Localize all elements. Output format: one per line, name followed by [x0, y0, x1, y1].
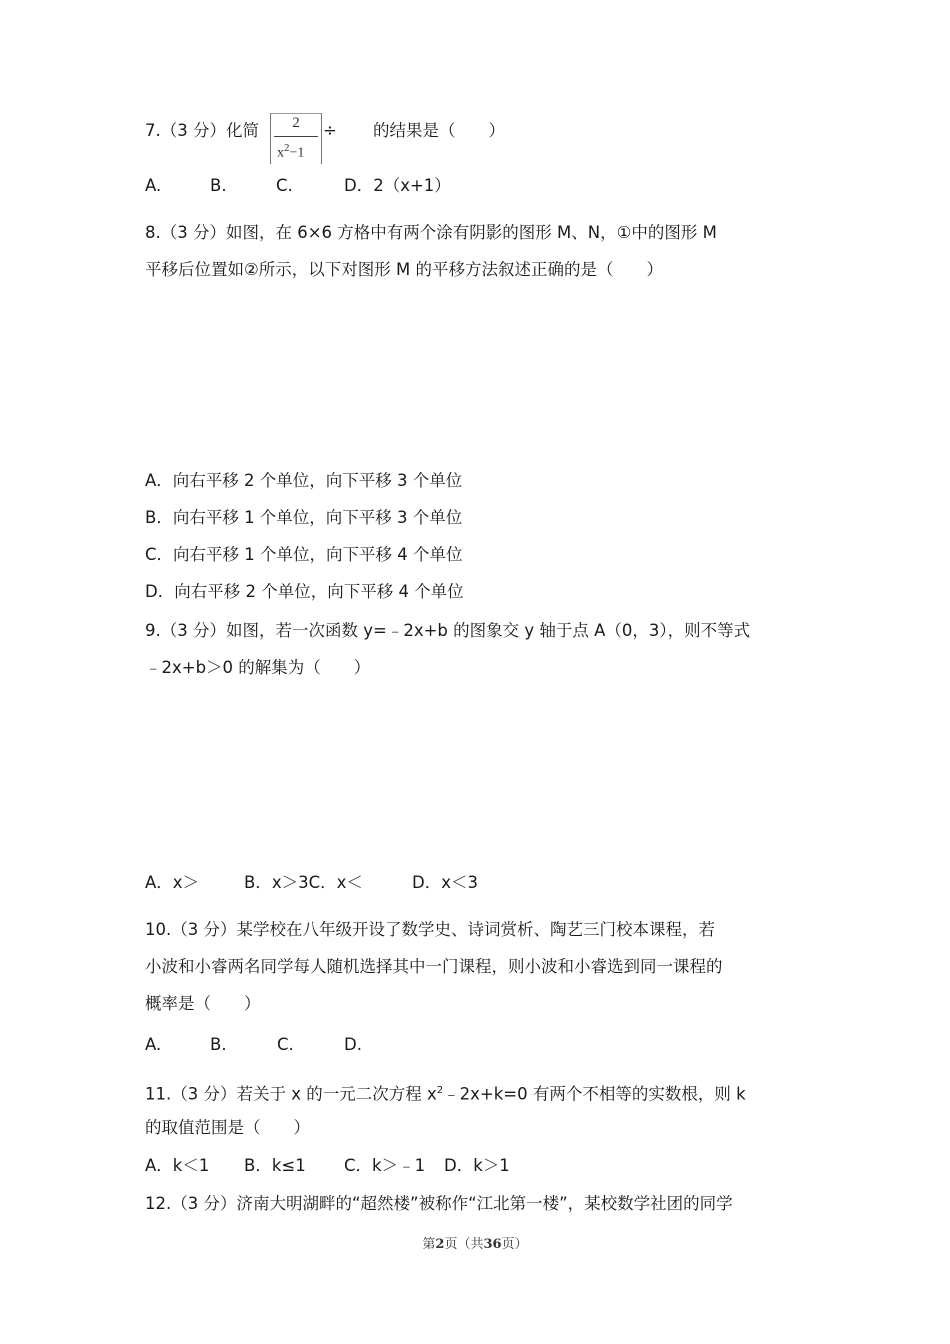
page-total: 36	[483, 1237, 502, 1252]
q11-option-c: C．k＞﹣1	[344, 1156, 426, 1175]
q7-prefix: 7.（3 分）化简	[145, 121, 259, 140]
q7-fraction-image	[270, 113, 322, 164]
q11-option-a: A．k＜1	[145, 1156, 210, 1175]
q11-stem-line-2: 的取值范围是（ ）	[145, 1118, 310, 1137]
q9-option-a: A．x＞	[145, 873, 200, 892]
page-footer: 第2页（共36页）	[422, 1237, 528, 1252]
q7-stem	[145, 120, 259, 142]
q7-suffix: 的结果是（ ）	[373, 121, 505, 140]
q8-option-c: C．向右平移 1 个单位，向下平移 4 个单位	[145, 545, 463, 564]
q8-stem-line-2: 平移后位置如②所示，以下对图形 M 的平移方法叙述正确的是（ ）	[145, 260, 664, 279]
q10-option-d: D.	[344, 1035, 362, 1054]
q10-stem-line-1: 10.（3 分）某学校在八年级开设了数学史、诗词赏析、陶艺三门校本课程，若	[145, 920, 715, 939]
q8-stem-line-1: 8.（3 分）如图，在 6×6 方格中有两个涂有阴影的图形 M、N，①中的图形 M	[145, 223, 717, 242]
q7-option-a: A.	[145, 176, 162, 195]
q7-option-c: C.	[276, 176, 293, 195]
q9-option-b-c: B．x＞3C．x＜	[244, 873, 363, 892]
q10-option-b: B.	[210, 1035, 227, 1054]
q7-fraction-numerator: 2	[292, 115, 300, 131]
q11-option-d: D．k＞1	[444, 1156, 510, 1175]
q7-fraction-denominator: $x^2-1$	[277, 142, 305, 161]
q8-option-d: D．向右平移 2 个单位，向下平移 4 个单位	[145, 582, 464, 601]
q10-option-c: C.	[277, 1035, 294, 1054]
q10-stem-line-2: 小波和小睿两名同学每人随机选择其中一门课程，则小波和小睿选到同一课程的	[145, 957, 723, 976]
q7-divide-sign: ÷	[323, 121, 337, 140]
q7-option-b: B.	[210, 176, 227, 195]
q9-option-d: D．x＜3	[412, 873, 478, 892]
q11-stem-line-1: 11.（3 分）若关于 x 的一元二次方程 $x^2﹣2x+k=0$ 有两个不相等的实数根，则 k	[145, 1084, 746, 1104]
q11-option-b: B．k≤1	[244, 1156, 306, 1175]
q12-stem-line-1: 12.（3 分）济南大明湖畔的“超然楼”被称作“江北第一楼”，某校数学社团的同学	[145, 1194, 733, 1213]
page-number: 2	[435, 1237, 445, 1252]
q9-stem-line-2: ﹣2x+b＞0 的解集为（ ）	[145, 658, 371, 677]
q10-stem-line-3: 概率是（ ）	[145, 994, 261, 1013]
q10-option-a: A.	[145, 1035, 162, 1054]
q7-fraction-bar	[274, 136, 318, 137]
q8-option-a: A．向右平移 2 个单位，向下平移 3 个单位	[145, 471, 463, 490]
q9-stem-line-1: 9.（3 分）如图，若一次函数 y=﹣2x+b 的图象交 y 轴于点 A（0，3），则不等式	[145, 621, 751, 640]
q8-option-b: B．向右平移 1 个单位，向下平移 3 个单位	[145, 508, 463, 527]
q7-option-d: D．2（x+1）	[344, 176, 451, 195]
